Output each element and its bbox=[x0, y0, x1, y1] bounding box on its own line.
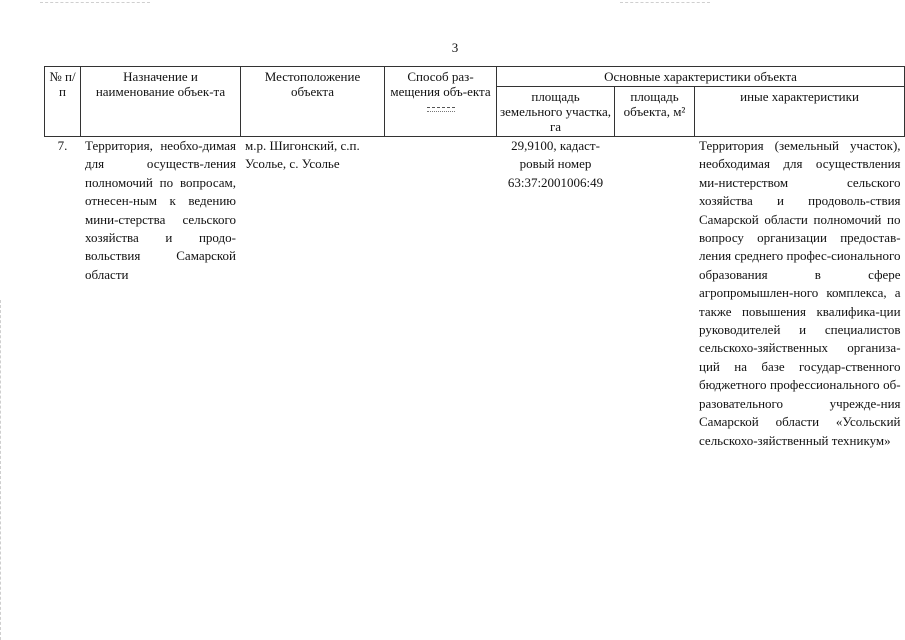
row-other-characteristics: Территория (земельный участок), необходимая для осуществления ми-нистерством сельского хозяйства и продоволь-ствия Самарской области полномочий по вопросу организации предостав-ления среднего профес-сионального образования в сфере агропромышлен-ного комплекса, а также повышения квалифика-ции руководителей и специалистов сельскохо-зяйственных организа-ций на базе государ-ственного бюджетного профессионального об-разовательного учрежде-ния Самарской области «Усольский сельскохо-зяйственный техникум» bbox=[699, 138, 901, 448]
page-number: 3 bbox=[451, 40, 459, 55]
header-number: № п/п bbox=[45, 67, 81, 137]
header-placement-label: Способ раз-мещения объ-екта bbox=[390, 69, 491, 99]
header-main-characteristics: Основные характеристики объекта bbox=[497, 67, 905, 87]
row-object-area bbox=[615, 137, 695, 450]
table-row bbox=[45, 137, 905, 450]
row-land-area: 29,9100, кадаст-ровый номер 63:37:2001006:49 bbox=[507, 138, 604, 190]
header-object-area: площадь объекта, м² bbox=[615, 87, 695, 137]
scan-top-mark bbox=[40, 2, 150, 3]
header-placement bbox=[385, 67, 497, 137]
scan-top-mark bbox=[620, 2, 710, 3]
stamp-mark bbox=[427, 107, 455, 112]
header-other-characteristics: иные характеристики bbox=[695, 87, 905, 137]
objects-table bbox=[44, 66, 905, 450]
row-location: м.р. Шигонский, с.п. Усолье, с. Усолье bbox=[245, 138, 360, 172]
row-number: 7. bbox=[57, 138, 68, 153]
header-location: Местоположение объекта bbox=[241, 67, 385, 137]
header-land-area: площадь земельного участка, га bbox=[497, 87, 615, 137]
row-name: Территория, необхо-димая для осуществ-ления полномочий по вопросам, отнесен-ным к ведению мини-стерства сельского хозяйства и продо-вольствия Самарской области bbox=[85, 138, 236, 282]
row-placement bbox=[385, 137, 497, 450]
scan-edge-line bbox=[0, 300, 2, 640]
header-name: Назначение и наименование объек-та bbox=[81, 67, 241, 137]
